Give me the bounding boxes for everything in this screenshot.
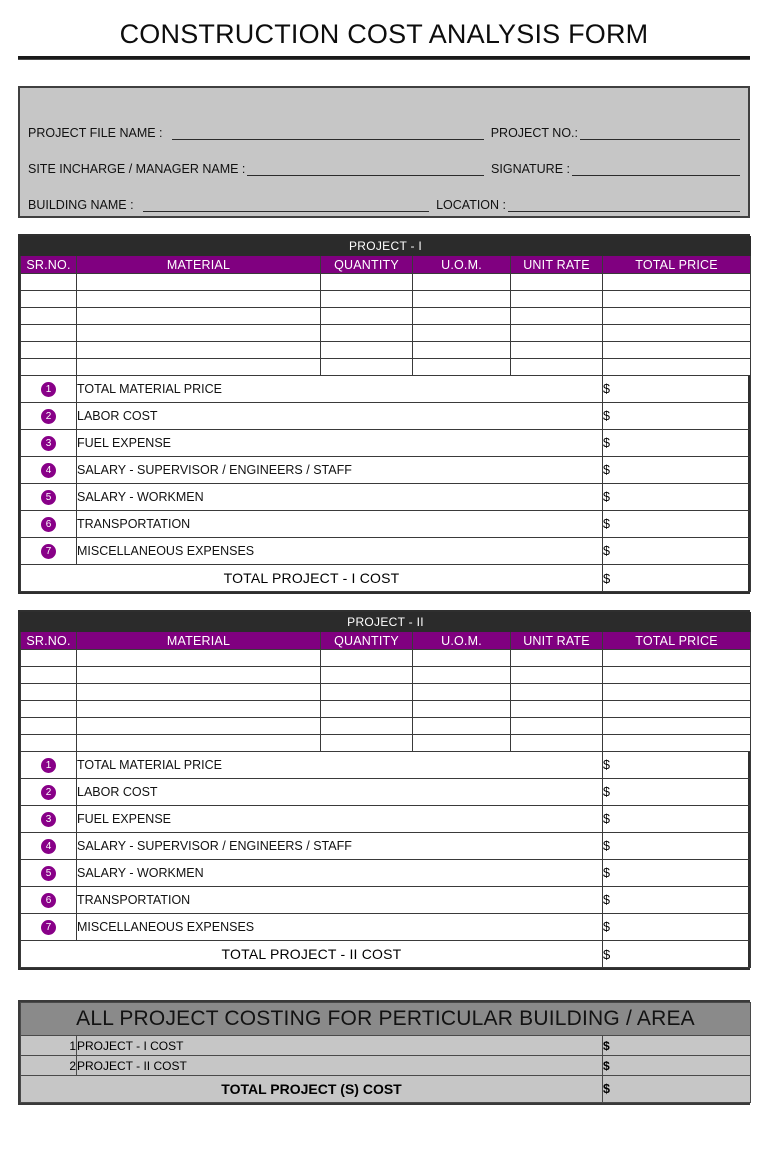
cell-quantity[interactable] [321, 701, 413, 718]
cost-item-amount[interactable] [603, 430, 751, 457]
cell-uom[interactable] [413, 684, 511, 701]
cost-item-amount[interactable] [603, 779, 751, 806]
cell-sr-no[interactable] [21, 359, 77, 376]
currency-symbol: $ [603, 946, 611, 962]
currency-symbol: $ [603, 517, 610, 532]
summary-table [20, 1002, 751, 1103]
cell-material[interactable] [77, 701, 321, 718]
column-header-unit-rate: UNIT RATE [511, 256, 603, 274]
cost-item-label: LABOR COST [77, 403, 603, 430]
column-header-sr-no: SR.NO. [21, 256, 77, 274]
cell-unit-rate[interactable] [511, 735, 603, 752]
title-section [18, 0, 750, 60]
cell-unit-rate[interactable] [511, 325, 603, 342]
table-row [21, 359, 751, 376]
info-row-building [28, 176, 740, 212]
cell-total-price[interactable] [603, 274, 751, 291]
cost-item-amount[interactable] [603, 457, 751, 484]
cost-item-badge [21, 511, 77, 538]
cost-item-badge [21, 430, 77, 457]
cell-sr-no[interactable] [21, 291, 77, 308]
project-file-name-input[interactable] [172, 126, 484, 140]
currency-symbol: $ [603, 758, 610, 773]
number-badge-icon: 6 [41, 893, 56, 908]
table-row [21, 342, 751, 359]
summary-row-label: PROJECT - I COST [77, 1036, 603, 1056]
column-header-quantity: QUANTITY [321, 632, 413, 650]
summary-row-amount[interactable] [603, 1036, 751, 1056]
cost-item-row [21, 860, 751, 887]
currency-symbol: $ [603, 812, 610, 827]
cell-quantity[interactable] [321, 718, 413, 735]
cell-sr-no[interactable] [21, 650, 77, 667]
column-header-quantity: QUANTITY [321, 256, 413, 274]
cell-unit-rate[interactable] [511, 359, 603, 376]
cost-item-badge [21, 914, 77, 941]
currency-symbol: $ [603, 785, 610, 800]
cell-unit-rate[interactable] [511, 342, 603, 359]
cell-uom[interactable] [413, 342, 511, 359]
cost-item-label: SALARY - SUPERVISOR / ENGINEERS / STAFF [77, 833, 603, 860]
cell-sr-no[interactable] [21, 308, 77, 325]
cost-item-row [21, 430, 751, 457]
cost-item-amount[interactable] [603, 484, 751, 511]
table-row [21, 684, 751, 701]
column-header-material: MATERIAL [77, 256, 321, 274]
number-badge-icon: 7 [41, 544, 56, 559]
cell-quantity[interactable] [321, 325, 413, 342]
cell-unit-rate[interactable] [511, 667, 603, 684]
summary-total-amount[interactable] [603, 1076, 751, 1103]
cost-item-amount[interactable] [603, 376, 751, 403]
cell-total-price[interactable] [603, 359, 751, 376]
currency-symbol: $ [603, 1038, 610, 1053]
cell-uom[interactable] [413, 718, 511, 735]
cost-item-badge [21, 752, 77, 779]
cost-item-row [21, 779, 751, 806]
cell-sr-no[interactable] [21, 342, 77, 359]
currency-symbol: $ [603, 382, 610, 397]
cost-item-label: LABOR COST [77, 779, 603, 806]
project-header-row [21, 632, 751, 650]
cost-item-label: TRANSPORTATION [77, 511, 603, 538]
cell-material[interactable] [77, 718, 321, 735]
building-name-input[interactable] [143, 198, 430, 212]
cell-unit-rate[interactable] [511, 684, 603, 701]
column-header-material: MATERIAL [77, 632, 321, 650]
project-total-label: TOTAL PROJECT - II COST [21, 941, 603, 968]
column-header-sr-no: SR.NO. [21, 632, 77, 650]
currency-symbol: $ [603, 866, 610, 881]
number-badge-icon: 4 [41, 463, 56, 478]
project-total-amount[interactable] [603, 941, 751, 968]
number-badge-icon: 3 [41, 812, 56, 827]
cell-total-price[interactable] [603, 650, 751, 667]
cost-item-amount[interactable] [603, 511, 751, 538]
column-header-uom: U.O.M. [413, 256, 511, 274]
table-row [21, 650, 751, 667]
cost-item-badge [21, 484, 77, 511]
cost-item-label: SALARY - SUPERVISOR / ENGINEERS / STAFF [77, 457, 603, 484]
location-label: LOCATION : [436, 198, 506, 213]
cell-sr-no[interactable] [21, 735, 77, 752]
info-row-site-incharge [28, 140, 740, 176]
cell-uom[interactable] [413, 308, 511, 325]
number-badge-icon: 5 [41, 490, 56, 505]
cell-uom[interactable] [413, 291, 511, 308]
cell-uom[interactable] [413, 274, 511, 291]
cell-quantity[interactable] [321, 342, 413, 359]
cost-item-badge [21, 887, 77, 914]
cost-item-amount[interactable] [603, 752, 751, 779]
cost-item-row [21, 484, 751, 511]
cell-material[interactable] [77, 359, 321, 376]
cell-total-price[interactable] [603, 735, 751, 752]
cell-material[interactable] [77, 735, 321, 752]
title-divider [18, 56, 750, 60]
summary-title-row [21, 1003, 751, 1036]
cost-item-label: SALARY - WORKMEN [77, 484, 603, 511]
projects-container [18, 234, 750, 970]
project-total-row [21, 565, 751, 592]
cell-sr-no[interactable] [21, 667, 77, 684]
project-block [18, 234, 750, 594]
cost-item-label: FUEL EXPENSE [77, 430, 603, 457]
cost-item-label: TOTAL MATERIAL PRICE [77, 376, 603, 403]
cost-item-row [21, 833, 751, 860]
cell-quantity[interactable] [321, 667, 413, 684]
table-row [21, 667, 751, 684]
cost-item-amount[interactable] [603, 806, 751, 833]
table-row [21, 701, 751, 718]
table-row [21, 325, 751, 342]
project-title-row [21, 613, 751, 632]
cost-item-label: FUEL EXPENSE [77, 806, 603, 833]
cost-item-label: TOTAL MATERIAL PRICE [77, 752, 603, 779]
column-header-unit-rate: UNIT RATE [511, 632, 603, 650]
project-total-row [21, 941, 751, 968]
currency-symbol: $ [603, 920, 610, 935]
cell-quantity[interactable] [321, 308, 413, 325]
currency-symbol: $ [603, 839, 610, 854]
cost-item-row [21, 511, 751, 538]
cost-item-row [21, 752, 751, 779]
cost-item-label: SALARY - WORKMEN [77, 860, 603, 887]
project-header-row [21, 256, 751, 274]
number-badge-icon: 2 [41, 409, 56, 424]
project-title: PROJECT - II [21, 613, 751, 632]
cell-unit-rate[interactable] [511, 701, 603, 718]
number-badge-icon: 6 [41, 517, 56, 532]
cell-sr-no[interactable] [21, 701, 77, 718]
project-no-input[interactable] [580, 126, 740, 140]
currency-symbol: $ [603, 570, 611, 586]
cost-item-badge [21, 403, 77, 430]
cost-item-row [21, 887, 751, 914]
cell-quantity[interactable] [321, 359, 413, 376]
project-table [20, 612, 751, 968]
number-badge-icon: 5 [41, 866, 56, 881]
table-row [21, 735, 751, 752]
summary-row-label: PROJECT - II COST [77, 1056, 603, 1076]
cost-item-badge [21, 538, 77, 565]
column-header-total-price: TOTAL PRICE [603, 632, 751, 650]
project-title: PROJECT - I [21, 237, 751, 256]
cell-material[interactable] [77, 274, 321, 291]
cell-unit-rate[interactable] [511, 650, 603, 667]
cell-uom[interactable] [413, 667, 511, 684]
table-row [21, 308, 751, 325]
currency-symbol: $ [603, 409, 610, 424]
summary-row [21, 1036, 751, 1056]
project-total-amount[interactable] [603, 565, 751, 592]
cost-item-badge [21, 806, 77, 833]
cell-uom[interactable] [413, 325, 511, 342]
number-badge-icon: 2 [41, 785, 56, 800]
summary-block [18, 1000, 750, 1105]
column-header-total-price: TOTAL PRICE [603, 256, 751, 274]
cost-item-amount[interactable] [603, 860, 751, 887]
cell-quantity[interactable] [321, 735, 413, 752]
cost-item-amount[interactable] [603, 833, 751, 860]
summary-row-number: 2 [21, 1056, 77, 1076]
cell-total-price[interactable] [603, 291, 751, 308]
cell-quantity[interactable] [321, 650, 413, 667]
cell-uom[interactable] [413, 701, 511, 718]
table-row [21, 291, 751, 308]
table-row [21, 718, 751, 735]
cell-uom[interactable] [413, 650, 511, 667]
summary-row-amount[interactable] [603, 1056, 751, 1076]
cell-material[interactable] [77, 291, 321, 308]
cell-unit-rate[interactable] [511, 274, 603, 291]
number-badge-icon: 1 [41, 382, 56, 397]
cost-item-badge [21, 860, 77, 887]
summary-total-label: TOTAL PROJECT (S) COST [21, 1076, 603, 1103]
currency-symbol: $ [603, 1082, 610, 1097]
cell-uom[interactable] [413, 359, 511, 376]
cost-item-badge [21, 779, 77, 806]
cell-total-price[interactable] [603, 308, 751, 325]
currency-symbol: $ [603, 893, 610, 908]
project-info-box [18, 86, 750, 218]
location-input[interactable] [508, 198, 740, 212]
page-title: CONSTRUCTION COST ANALYSIS FORM [119, 19, 649, 49]
cost-item-badge [21, 376, 77, 403]
summary-row-number: 1 [21, 1036, 77, 1056]
project-file-name-label: PROJECT FILE NAME : [28, 126, 163, 141]
cell-total-price[interactable] [603, 667, 751, 684]
number-badge-icon: 4 [41, 839, 56, 854]
cell-sr-no[interactable] [21, 325, 77, 342]
table-row [21, 274, 751, 291]
project-no-label: PROJECT NO.: [490, 126, 578, 141]
column-header-uom: U.O.M. [413, 632, 511, 650]
cost-item-label: TRANSPORTATION [77, 887, 603, 914]
cost-item-label: MISCELLANEOUS EXPENSES [77, 538, 603, 565]
cell-quantity[interactable] [321, 291, 413, 308]
cost-item-badge [21, 457, 77, 484]
summary-total-row [21, 1076, 751, 1103]
cell-material[interactable] [77, 650, 321, 667]
cell-unit-rate[interactable] [511, 718, 603, 735]
site-incharge-input[interactable] [247, 162, 484, 176]
cost-item-amount[interactable] [603, 887, 751, 914]
cost-item-row [21, 403, 751, 430]
currency-symbol: $ [603, 544, 610, 559]
number-badge-icon: 3 [41, 436, 56, 451]
cell-total-price[interactable] [603, 684, 751, 701]
currency-symbol: $ [603, 463, 610, 478]
cost-item-amount[interactable] [603, 538, 751, 565]
signature-input[interactable] [572, 162, 740, 176]
building-name-label: BUILDING NAME : [28, 198, 134, 213]
cell-total-price[interactable] [603, 342, 751, 359]
summary-row [21, 1056, 751, 1076]
cell-material[interactable] [77, 667, 321, 684]
cell-unit-rate[interactable] [511, 291, 603, 308]
project-total-label: TOTAL PROJECT - I COST [21, 565, 603, 592]
cell-uom[interactable] [413, 735, 511, 752]
cell-material[interactable] [77, 325, 321, 342]
cost-item-row [21, 914, 751, 941]
cell-quantity[interactable] [321, 684, 413, 701]
number-badge-icon: 7 [41, 920, 56, 935]
cost-item-amount[interactable] [603, 914, 751, 941]
cost-item-amount[interactable] [603, 403, 751, 430]
cost-item-row [21, 376, 751, 403]
currency-symbol: $ [603, 436, 610, 451]
cost-item-label: MISCELLANEOUS EXPENSES [77, 914, 603, 941]
project-table [20, 236, 751, 592]
number-badge-icon: 1 [41, 758, 56, 773]
cost-item-badge [21, 833, 77, 860]
cell-material[interactable] [77, 684, 321, 701]
cell-material[interactable] [77, 342, 321, 359]
cell-quantity[interactable] [321, 274, 413, 291]
cell-sr-no[interactable] [21, 274, 77, 291]
cost-item-row [21, 806, 751, 833]
cell-material[interactable] [77, 308, 321, 325]
cell-total-price[interactable] [603, 718, 751, 735]
project-title-row [21, 237, 751, 256]
cost-item-row [21, 457, 751, 484]
summary-title: ALL PROJECT COSTING FOR PERTICULAR BUILDING / AREA [21, 1003, 751, 1036]
currency-symbol: $ [603, 1058, 610, 1073]
signature-label: SIGNATURE : [491, 162, 570, 177]
info-row-project-file [28, 104, 740, 140]
cell-total-price[interactable] [603, 325, 751, 342]
currency-symbol: $ [603, 490, 610, 505]
cell-sr-no[interactable] [21, 684, 77, 701]
cell-total-price[interactable] [603, 701, 751, 718]
cost-item-row [21, 538, 751, 565]
cell-sr-no[interactable] [21, 718, 77, 735]
cell-unit-rate[interactable] [511, 308, 603, 325]
project-block [18, 610, 750, 970]
site-incharge-label: SITE INCHARGE / MANAGER NAME : [28, 162, 246, 177]
